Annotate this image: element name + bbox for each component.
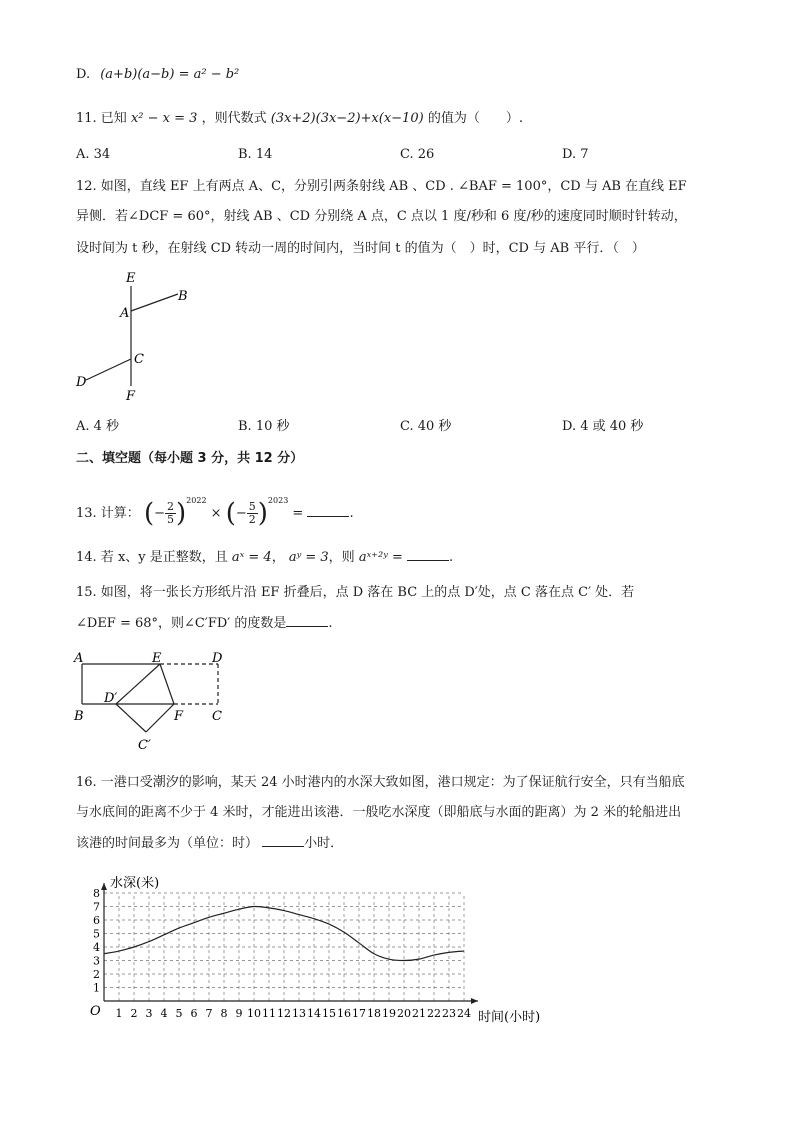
label-b: B (74, 709, 84, 724)
q15-line-2: ∠DEF = 68°，则∠C′FD′ 的度数是 . (76, 616, 333, 631)
q14-ask: aˣ⁺²ʸ = (358, 550, 403, 565)
fraction-2: $\frac{5}{2}$ (248, 500, 256, 526)
x-tick-label: 2 (130, 1007, 138, 1020)
q12-line-2: 异侧．若∠DCF = 60°，射线 AB 、CD 分别绕 A 点，C 点以 1 度/秒和 6 度/秒的速度同时顺时针转动， (76, 209, 687, 224)
answer-blank[interactable] (307, 504, 349, 517)
label-f: F (126, 389, 136, 404)
q11-option-b[interactable]: B. 14 (238, 147, 273, 162)
answer-blank[interactable] (407, 548, 449, 561)
q11-option-c[interactable]: C. 26 (400, 147, 435, 162)
y-tick-label: 3 (93, 954, 100, 968)
x-tick-label: 8 (220, 1007, 228, 1020)
q11-option-d[interactable]: D. 7 (562, 147, 589, 162)
q12-option-b[interactable]: B. 10 秒 (238, 419, 290, 434)
q14-cond-2: aʸ = 3 (288, 550, 329, 565)
label-e: E (126, 271, 136, 286)
q11-option-a[interactable]: A. 34 (76, 147, 111, 162)
q12-line-3: 设时间为 t 秒，在射线 CD 转动一周的时间内，当时间 t 的值为（ ）时，CD 与 AB 平行．（ ） (76, 241, 645, 256)
label-b: B (178, 289, 188, 304)
x-axis-label: 时间(小时) (478, 1010, 541, 1025)
q12-option-a[interactable]: A. 4 秒 (76, 419, 120, 434)
chart-grid (104, 893, 464, 1001)
water-depth-chart (80, 866, 550, 1036)
q14-prefix: 14. 若 x、y 是正整数，且 (76, 550, 228, 565)
y-tick-label: 8 (93, 887, 100, 900)
x-tick-label: 15 (322, 1007, 336, 1020)
fraction-1: $\frac{2}{5}$ (167, 500, 175, 526)
question-14: 14. 若 x、y 是正整数，且 aˣ = 4， aʸ = 3，则 aˣ⁺²ʸ = . (76, 550, 454, 565)
label-c: C (134, 352, 144, 367)
answer-blank[interactable] (286, 614, 328, 627)
y-tick-label: 4 (93, 941, 100, 954)
question-11 (76, 110, 523, 128)
x-tick-label: 11 (262, 1007, 276, 1020)
section-heading: 二、填空题（每小题 3 分，共 12 分） (76, 451, 304, 466)
question-13: 13. 计算： (− $\frac{2}{5}$ )$^{2022}$ × (− $\frac{5}{2}$ )$^{2023}$ = . (76, 496, 354, 529)
chart-axes (101, 883, 478, 1004)
label-d: D (76, 375, 87, 390)
q12-option-c[interactable]: C. 40 秒 (400, 419, 452, 434)
y-axis-arrow (101, 883, 107, 890)
q11-stem-c: 的值为（ ）. (427, 111, 523, 126)
q16-line-2: 与水底间的距离不少于 4 米时，才能进出该港．一般吃水深度（即船底与水面的距离）为 2 米的轮船进出 (76, 805, 682, 820)
x-tick-label: 9 (235, 1007, 243, 1020)
x-tick-label: 17 (352, 1007, 366, 1020)
x-tick-label: 3 (145, 1007, 153, 1020)
x-tick-label: 4 (160, 1007, 168, 1020)
x-tick-label: 23 (442, 1007, 456, 1020)
label-c: C (212, 709, 222, 724)
x-tick-labels (116, 1007, 472, 1020)
q10-option-d (76, 66, 239, 84)
x-tick-label: 18 (367, 1007, 381, 1020)
x-tick-label: 19 (382, 1007, 396, 1020)
answer-blank[interactable] (262, 834, 304, 847)
x-tick-label: 5 (175, 1007, 183, 1020)
x-tick-label: 16 (337, 1007, 351, 1020)
x-tick-label: 6 (190, 1007, 198, 1020)
y-tick-label: 6 (93, 914, 100, 927)
label-a: A (74, 651, 84, 666)
exponent-1: 2022 (186, 496, 207, 505)
y-tick-labels (93, 887, 100, 995)
y-tick-label: 5 (93, 927, 100, 941)
y-axis-label: 水深(米) (110, 876, 160, 891)
x-tick-label: 22 (427, 1007, 441, 1020)
y-tick-label: 2 (93, 968, 100, 981)
label-c-prime: C′ (138, 738, 151, 753)
x-tick-label: 10 (247, 1007, 261, 1020)
x-tick-label: 7 (205, 1007, 213, 1020)
q12-line-1: 12. 如图，直线 EF 上有两点 A、C，分别引两条射线 AB 、CD . ∠BAF = 100°，CD 与 AB 在直线 EF (76, 179, 687, 194)
q13-prefix: 13. 计算： (76, 506, 140, 521)
option-label: D. (76, 67, 91, 82)
x-tick-label: 14 (307, 1007, 321, 1020)
q16-line-1: 16. 一港口受潮汐的影响，某天 24 小时港内的水深大致如图，港口规定：为了保证航行安全，只有当船底 (76, 775, 685, 790)
q11-stem-b: ，则代数式 (201, 111, 267, 126)
label-d: D (212, 651, 223, 666)
x-tick-label: 13 (292, 1007, 306, 1020)
y-tick-label: 7 (93, 900, 100, 914)
q15-line-1: 15. 如图，将一张长方形纸片沿 EF 折叠后，点 D 落在 BC 上的点 D′处，点 C 落在点 C′ 处．若 (76, 585, 635, 600)
label-a: A (120, 306, 130, 321)
q11-expression: (3x+2)(3x−2)+x(x−10) (270, 111, 424, 126)
x-tick-label: 1 (115, 1007, 123, 1020)
q14-cond-1: aˣ = 4 (231, 550, 272, 565)
label-f: F (174, 709, 184, 724)
q12-option-d[interactable]: D. 4 或 40 秒 (562, 419, 644, 434)
y-tick-label: 1 (93, 981, 100, 995)
label-d-prime: D′ (104, 691, 118, 706)
x-tick-label: 12 (277, 1007, 291, 1020)
q11-stem-a: 11. 已知 (76, 111, 127, 126)
x-tick-label: 24 (457, 1007, 471, 1020)
formula: (a+b)(a−b) = a² − b² (100, 67, 240, 82)
origin-label: O (90, 1004, 101, 1019)
x-tick-label: 20 (397, 1007, 411, 1020)
q11-condition: x² − x = 3 (130, 111, 198, 126)
x-tick-label: 21 (412, 1007, 426, 1020)
label-e: E (152, 651, 162, 666)
q15-figure (70, 646, 240, 756)
q12-figure (70, 266, 200, 406)
q16-line-3: 该港的时间最多为（单位：时） 小时． (76, 836, 344, 851)
x-axis-arrow (471, 998, 478, 1004)
exponent-2: 2023 (267, 496, 289, 505)
